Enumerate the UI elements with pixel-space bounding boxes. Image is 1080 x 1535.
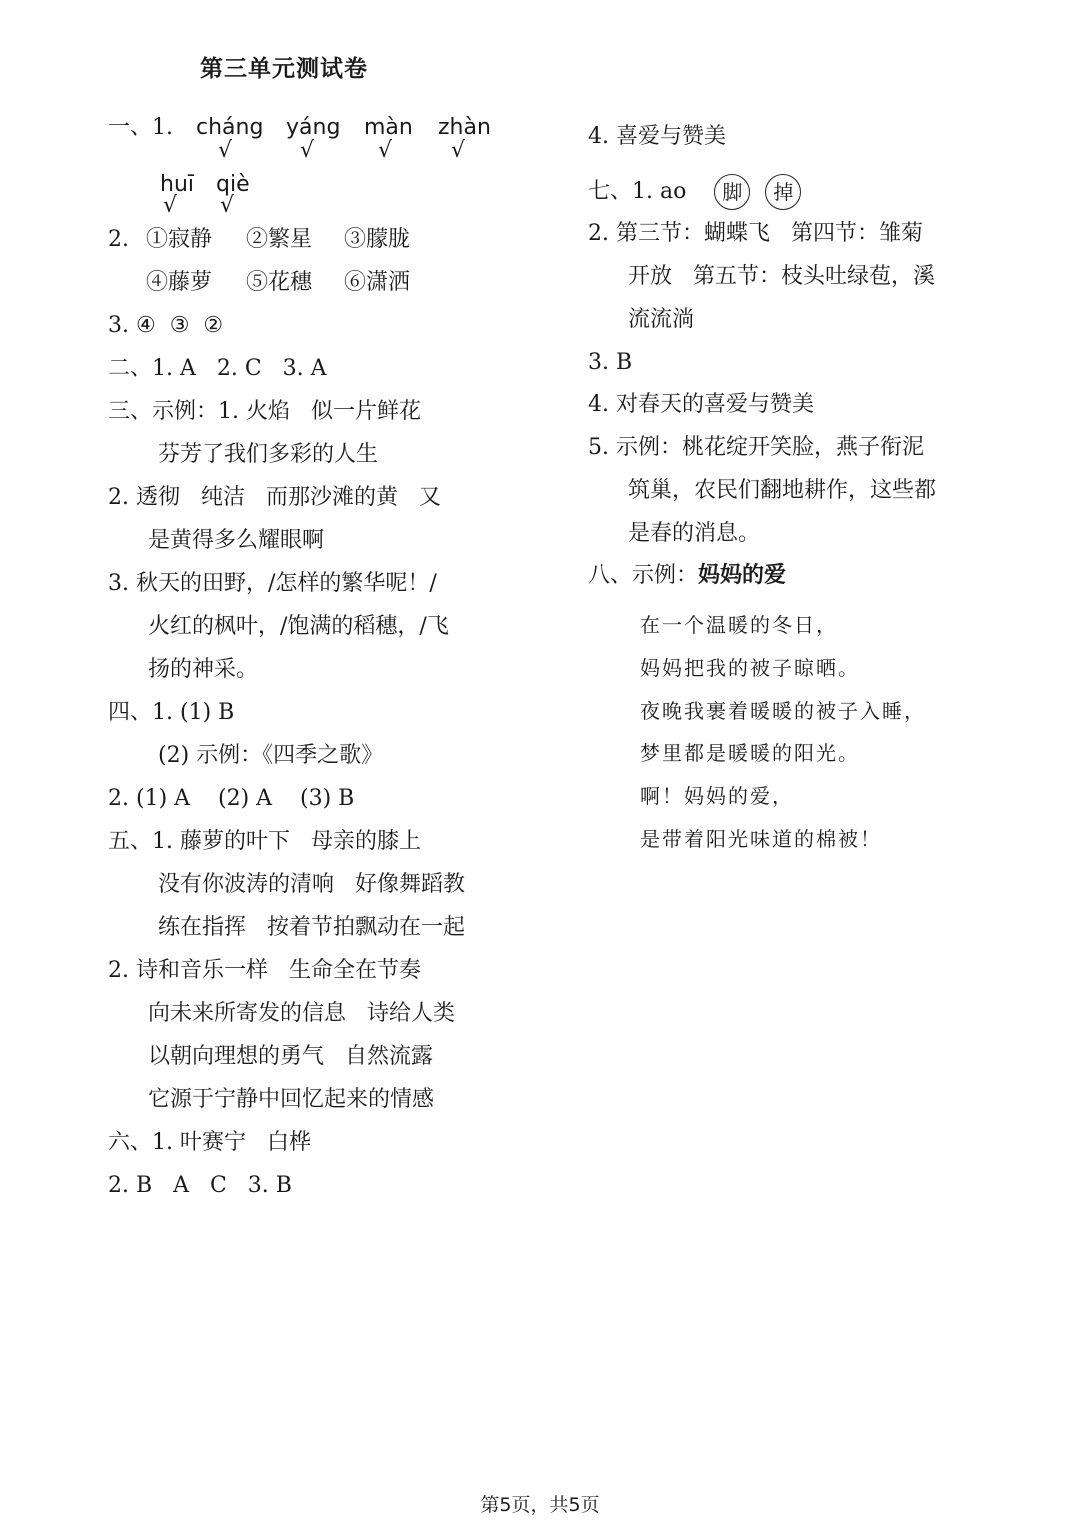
part1-q3: 3. ④ ③ ② bbox=[108, 313, 224, 338]
part5-q2-line3: 以朝向理想的勇气 自然流露 bbox=[148, 1044, 433, 1069]
part7-q5-line2: 筑巢，农民们翻地耕作，这些都 bbox=[628, 478, 937, 503]
tick-mark: √ bbox=[163, 193, 178, 218]
part7-q1-label: 七、1. ao bbox=[588, 179, 687, 204]
pinyin-3: màn bbox=[364, 115, 413, 140]
tick-mark: √ bbox=[218, 138, 233, 163]
poem-line: 是带着阳光味道的棉被！ bbox=[640, 827, 882, 851]
part4-q2: 2. (1) A (2) A (3) B bbox=[108, 786, 355, 811]
part6-q1: 六、1. 叶赛宁 白桦 bbox=[108, 1130, 311, 1155]
part5-q1-line3: 练在指挥 按着节拍飘动在一起 bbox=[158, 915, 465, 940]
pinyin-6: qiè bbox=[216, 172, 250, 197]
poem-line: 妈妈把我的被子晾晒。 bbox=[640, 656, 860, 680]
part7-q1 bbox=[588, 174, 809, 210]
part1-q2-item: ③朦胧 bbox=[344, 227, 411, 252]
part4-q1-line2: (2) 示例：《四季之歌》 bbox=[158, 743, 384, 768]
part8-heading bbox=[588, 565, 786, 587]
pinyin-4: zhàn bbox=[438, 115, 491, 140]
part1-q2-item: ②繁星 bbox=[246, 227, 313, 252]
part5-q2-line1: 2. 诗和音乐一样 生命全在节奏 bbox=[108, 958, 421, 983]
tick-mark: √ bbox=[300, 138, 315, 163]
part7-q3: 3. B bbox=[588, 350, 633, 375]
part7-q2-line3: 流流淌 bbox=[628, 307, 695, 332]
part1-q2-item: ①寂静 bbox=[146, 227, 213, 252]
part1-q2-item: ④藤萝 bbox=[146, 270, 213, 295]
pinyin-2: yáng bbox=[286, 115, 341, 140]
poem-line: 啊！妈妈的爱， bbox=[640, 784, 794, 808]
poem-line: 梦里都是暖暖的阳光。 bbox=[640, 741, 860, 765]
part5-q1-line2: 没有你波涛的清响 好像舞蹈教 bbox=[158, 872, 465, 897]
poem-line: 夜晚我裹着暖暖的被子入睡， bbox=[640, 699, 926, 723]
page-footer: 第5页，共5页 bbox=[480, 1494, 600, 1516]
part5-q2-line2: 向未来所寄发的信息 诗给人类 bbox=[148, 1001, 455, 1026]
part5-q1-line1: 五、1. 藤萝的叶下 母亲的膝上 bbox=[108, 829, 421, 854]
part8-label: 八、示例： bbox=[588, 563, 699, 588]
part4-q1-line1: 四、1. (1) B bbox=[108, 700, 235, 725]
poem-line: 在一个温暖的冬日， bbox=[640, 613, 838, 637]
part8-title: 妈妈的爱 bbox=[698, 563, 787, 588]
part3-q1-line1: 三、示例：1. 火焰 似一片鲜花 bbox=[108, 399, 421, 424]
part5-q2-line4: 它源于宁静中回忆起来的情感 bbox=[148, 1087, 435, 1112]
part7-q2-line1: 2. 第三节：蝴蝶飞 第四节：雏菊 bbox=[588, 221, 923, 246]
part3-q3-line2: 火红的枫叶，/饱满的稻穗，/飞 bbox=[148, 614, 449, 639]
circled-char: 掉 bbox=[765, 174, 801, 210]
pinyin-5: huī bbox=[160, 172, 194, 197]
part3-q1-line2: 芬芳了我们多彩的人生 bbox=[158, 442, 379, 467]
part1-q2-item: ⑤花穗 bbox=[246, 270, 313, 295]
circled-char: 脚 bbox=[714, 174, 750, 210]
part3-q3-line1: 3. 秋天的田野，/怎样的繁华呢！/ bbox=[108, 571, 437, 596]
part7-q5-line3: 是春的消息。 bbox=[628, 521, 761, 546]
part7-q4: 4. 对春天的喜爱与赞美 bbox=[588, 392, 814, 417]
part1-q1-label: 一、1. bbox=[108, 115, 173, 140]
right-q4: 4. 喜爱与赞美 bbox=[588, 124, 726, 149]
part3-q3-line3: 扬的神采。 bbox=[148, 657, 259, 682]
part1-q2-label: 2. bbox=[108, 227, 129, 252]
tick-mark: √ bbox=[451, 138, 466, 163]
part7-q5-line1: 5. 示例：桃花绽开笑脸，燕子衔泥 bbox=[588, 435, 924, 460]
part3-q2-line2: 是黄得多么耀眼啊 bbox=[148, 528, 325, 553]
page-title: 第三单元测试卷 bbox=[200, 56, 368, 82]
part2-line: 二、1. A 2. C 3. A bbox=[108, 356, 327, 381]
part6-q2: 2. B A C 3. B bbox=[108, 1173, 292, 1198]
tick-mark: √ bbox=[220, 193, 235, 218]
pinyin-1: cháng bbox=[196, 115, 264, 140]
part1-q2-item: ⑥潇洒 bbox=[344, 270, 411, 295]
part3-q2-line1: 2. 透彻 纯洁 而那沙滩的黄 又 bbox=[108, 485, 441, 510]
tick-mark: √ bbox=[378, 138, 393, 163]
part7-q2-line2: 开放 第五节：枝头吐绿苞，溪 bbox=[628, 264, 935, 289]
